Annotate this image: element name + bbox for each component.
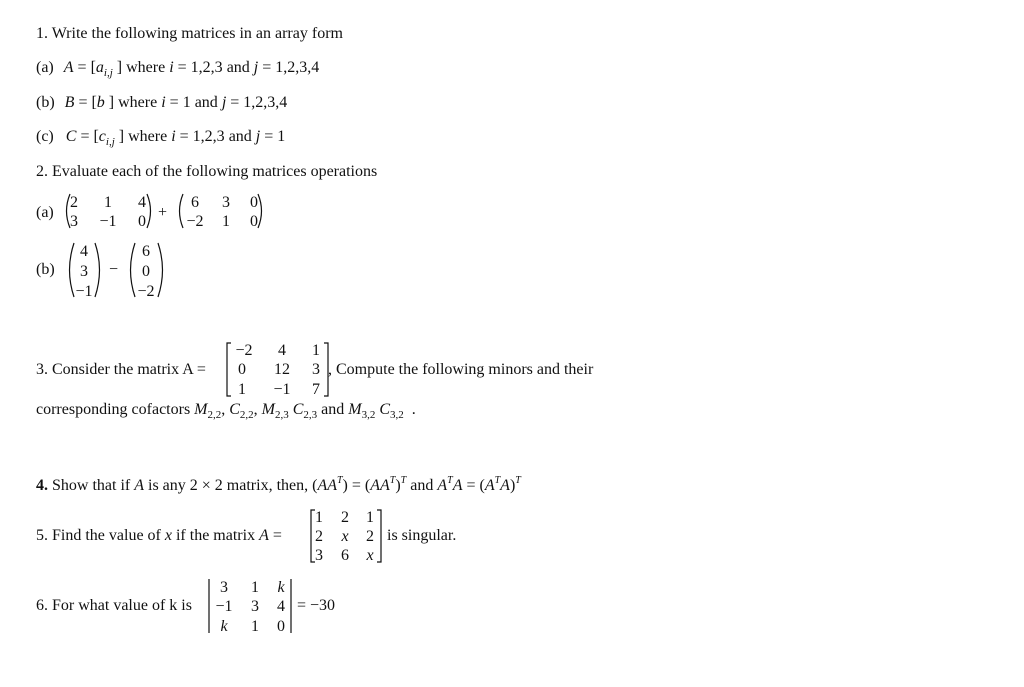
q5-x: x <box>164 527 172 544</box>
q1c-jeq: = 1 <box>264 128 286 145</box>
q2a-m2-rparen <box>256 193 266 229</box>
q1b-open: [ <box>91 94 97 111</box>
q5-cell: x <box>366 547 374 564</box>
q4-sup1: T <box>336 475 343 486</box>
q1b-entry: b <box>96 94 105 111</box>
q4-t3: ) = ( <box>342 477 371 494</box>
q5-prefix-line <box>36 528 282 544</box>
q4-aa2: AA <box>370 477 390 494</box>
q6-cell: −1 <box>215 598 233 615</box>
q1a-ieq: = 1,2,3 <box>177 59 223 76</box>
q4-sup6: T <box>515 475 521 486</box>
q3-prefix: 3. Consider the matrix A = <box>36 361 206 378</box>
q2a-m1-cell: 4 <box>138 194 146 211</box>
q5-cell: 2 <box>315 528 323 545</box>
q5-eq: = <box>272 527 282 544</box>
q2b-v1-cell: 4 <box>80 243 88 260</box>
q3-sep2: , <box>253 401 258 418</box>
q3-cell: 12 <box>274 361 290 378</box>
q2b-v2-rparen <box>156 242 168 298</box>
q3-c22: C <box>229 401 240 418</box>
q3-m22-sub: 2,2 <box>207 409 222 421</box>
q6-cell: k <box>220 618 228 635</box>
q2a-m1-cell: 0 <box>138 213 146 230</box>
q3-c23: C <box>292 401 304 418</box>
q1a-jeq: = 1,2,3,4 <box>262 59 320 76</box>
q1b-eq: = <box>78 94 88 111</box>
q6-cell: 3 <box>220 579 228 596</box>
q6-rbar <box>290 579 292 633</box>
q2-heading: 2. Evaluate each of the following matrices operations <box>36 163 378 180</box>
q4-t5: and <box>410 477 434 494</box>
q6-cell: k <box>277 579 285 596</box>
q5-cell: 2 <box>341 509 349 526</box>
q1b-i: i <box>161 94 166 111</box>
q3-cell: 0 <box>238 361 246 378</box>
q2a-m1-cell: 2 <box>70 194 78 211</box>
q2a-m2-cell: 6 <box>191 194 199 211</box>
q1a-j: j <box>253 59 259 76</box>
q2b-v2-cell: 6 <box>142 243 150 260</box>
q2a-m2-cell: 0 <box>250 213 258 230</box>
q3-cell: 4 <box>278 342 286 359</box>
q4-num: 4. <box>36 477 48 494</box>
q3-c32-sub: 3,2 <box>390 409 404 421</box>
q6-cell: 0 <box>277 618 285 635</box>
q6-cell: 4 <box>277 598 285 615</box>
q3-cell: 7 <box>312 381 320 398</box>
q2b-op: − <box>109 261 119 278</box>
q2a-op: + <box>158 204 168 221</box>
q3-m23-sub: 2,3 <box>275 409 289 421</box>
q1b-where: where <box>118 94 158 111</box>
q3-cell: −1 <box>273 381 291 398</box>
q4-a3: A <box>484 477 495 494</box>
q2a-m1-rparen <box>145 193 155 229</box>
q6-prefix: 6. For what value of k is <box>36 597 192 614</box>
q1c-j: j <box>255 128 261 145</box>
q2a-m1-cell: 3 <box>70 213 78 230</box>
q5-mid: if the matrix <box>175 527 256 544</box>
q4-t1: Show that if <box>52 477 131 494</box>
q5-rbracket <box>376 509 382 563</box>
q4-t2: is any 2 × 2 matrix, then, ( <box>148 477 318 494</box>
q4-t6b: A <box>452 477 463 494</box>
q2b-v1-cell: 3 <box>80 263 88 280</box>
q1c-close: ] <box>118 128 125 145</box>
q1b-label: (b) <box>36 94 55 111</box>
q5-suffix: is singular. <box>387 527 457 544</box>
q2b-v2-cell: −2 <box>137 283 155 300</box>
q1c-eq: = <box>80 128 90 145</box>
q2a-m2-cell: 0 <box>250 194 258 211</box>
q5-cell: 1 <box>366 509 374 526</box>
q4-sup2: T <box>389 475 396 486</box>
q3-cell: 3 <box>312 361 320 378</box>
q3-c32: C <box>379 401 391 418</box>
q5-cell: 1 <box>315 509 323 526</box>
q3-sep1: , <box>221 401 226 418</box>
q1c-open: [ <box>93 128 99 145</box>
q3-m22: M <box>194 401 208 418</box>
q1a <box>36 60 319 79</box>
q2b-label: (b) <box>36 261 55 278</box>
q3-and: and <box>321 401 345 418</box>
q2b-v2-cell: 0 <box>142 263 150 280</box>
q3-m32: M <box>348 401 362 418</box>
q5-A: A <box>259 527 269 544</box>
q2a-m1-cell: 1 <box>104 194 112 211</box>
q4 <box>36 476 521 494</box>
q6-cell: 1 <box>251 579 259 596</box>
q3-c22-sub: 2,2 <box>239 409 254 421</box>
q3-m32-sub: 3,2 <box>361 409 376 421</box>
q1c-sub: i,j <box>105 136 115 148</box>
q5-cell: 6 <box>341 547 349 564</box>
q1a-name: A <box>63 59 74 76</box>
q6-cell: 1 <box>251 618 259 635</box>
q5-cell: 2 <box>366 528 374 545</box>
q1b-and: and <box>194 94 218 111</box>
q2a-m1-cell: −1 <box>99 213 117 230</box>
q4-aa1: AA <box>317 477 337 494</box>
q3-suffix: , Compute the following minors and their <box>328 361 594 378</box>
q3-end: . <box>411 401 416 418</box>
q1c <box>36 129 285 148</box>
q4-t7: = ( <box>466 477 485 494</box>
q1b-close: ] <box>108 94 115 111</box>
q2a-m2-cell: 1 <box>222 213 230 230</box>
q4-t6: A <box>437 477 448 494</box>
q1a-i: i <box>169 59 174 76</box>
q4-sup4: T <box>447 475 453 486</box>
q1-heading: 1. Write the following matrices in an array form <box>36 25 343 42</box>
q1c-ieq: = 1,2,3 <box>179 128 225 145</box>
q3-line2 <box>36 402 416 421</box>
q5-cell: x <box>341 528 349 545</box>
q1c-name: C <box>65 128 77 145</box>
q1a-where: where <box>126 59 166 76</box>
q1c-and: and <box>228 128 252 145</box>
q4-a4: A <box>500 477 510 494</box>
q1b-name: B <box>64 94 75 111</box>
q1b <box>36 95 287 111</box>
q1b-j: j <box>221 94 227 111</box>
q2a-label: (a) <box>36 204 54 221</box>
q3-c23-sub: 2,3 <box>303 409 318 421</box>
q4-sup3: T <box>400 475 407 486</box>
q1b-jeq: = 1,2,3,4 <box>230 94 288 111</box>
q1c-where: where <box>128 128 168 145</box>
q4-sup5: T <box>494 475 501 486</box>
q1a-sub: i,j <box>103 67 113 79</box>
q1a-label: (a) <box>36 59 54 76</box>
q1a-open: [ <box>90 59 96 76</box>
q4-a: A <box>134 477 144 494</box>
q1a-close: ] <box>116 59 123 76</box>
q3-line2-prefix: corresponding cofactors <box>36 401 191 418</box>
q1c-i: i <box>171 128 176 145</box>
q2a-m2-cell: 3 <box>222 194 230 211</box>
q1a-eq: = <box>77 59 87 76</box>
q2b-v1-rparen <box>93 242 105 298</box>
q1c-label: (c) <box>36 128 54 145</box>
q6-cell: 3 <box>251 598 259 615</box>
q5-prefix: 5. Find the value of <box>36 527 161 544</box>
q2a-m2-cell: −2 <box>186 213 204 230</box>
q3-cell: 1 <box>312 342 320 359</box>
q4-t4: ) <box>395 477 401 494</box>
q1a-entry: a <box>95 59 104 76</box>
q3-cell: 1 <box>238 381 246 398</box>
q4-t8: ) <box>509 477 516 494</box>
q3-m23: M <box>261 401 275 418</box>
q1b-ieq: = 1 <box>169 94 191 111</box>
q1c-entry: c <box>98 128 106 145</box>
q6-suffix: = −30 <box>297 597 336 614</box>
q5-cell: 3 <box>315 547 323 564</box>
q2b-v1-cell: −1 <box>75 283 93 300</box>
q3-cell: −2 <box>235 342 253 359</box>
q1a-and: and <box>226 59 250 76</box>
